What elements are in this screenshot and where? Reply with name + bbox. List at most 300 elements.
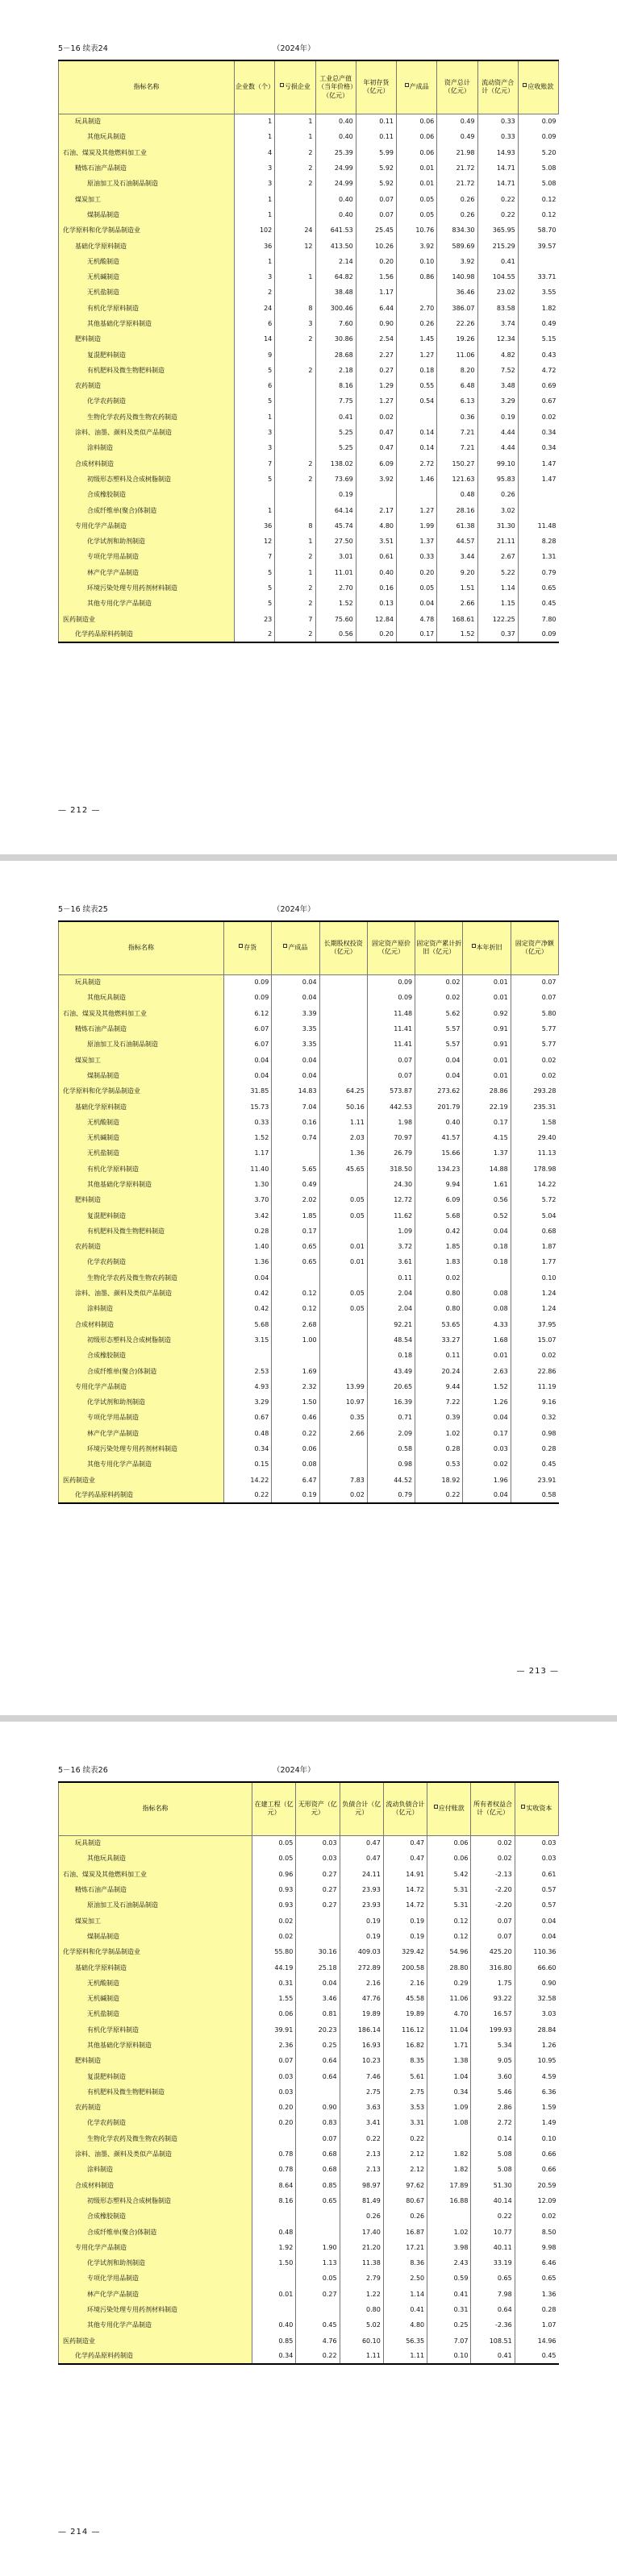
table-cell: 1 (235, 254, 275, 269)
table-cell: 10.77 (471, 2224, 515, 2239)
page-header (58, 1764, 559, 1775)
table-row (59, 1006, 559, 1021)
table-cell: 0.18 (463, 1254, 511, 1269)
table-cell: 0.07 (252, 2053, 296, 2068)
table-cell: 1.52 (224, 1130, 272, 1145)
table-row (59, 1851, 559, 1866)
table-cell: 0.01 (319, 1254, 367, 1269)
table-cell: 2.72 (471, 2115, 515, 2130)
table-cell: 5.42 (427, 1867, 471, 1882)
table-cell: 5 (235, 363, 275, 378)
table-cell: 0.02 (518, 409, 558, 425)
table-row (59, 409, 559, 425)
row-label: 化学试剂和助剂制造 (59, 2255, 252, 2271)
table-cell: 121.63 (437, 472, 477, 487)
table-row (59, 2100, 559, 2115)
table-cell: 0.20 (356, 627, 396, 642)
table-cell: 8.16 (315, 378, 356, 393)
table-cell: 0.03 (252, 2084, 296, 2100)
table-row (59, 1115, 559, 1130)
page-number: — 212 — (58, 806, 101, 815)
row-label: 其他专用化学产品制造 (59, 1456, 224, 1472)
table-cell: 1.61 (463, 1177, 511, 1192)
table-cell: 1.26 (463, 1394, 511, 1410)
table-cell: 4.15 (463, 1130, 511, 1145)
table-row (59, 2006, 559, 2021)
table-header-row (59, 60, 559, 114)
column-header: 存货 (224, 921, 272, 974)
table-cell: 3.35 (272, 1037, 319, 1052)
table-cell: 1.71 (427, 2038, 471, 2053)
subitem-marker-icon (239, 944, 243, 948)
table-cell: 14.91 (383, 1867, 427, 1882)
table-cell: 2.03 (319, 1130, 367, 1145)
table-cell: 6.44 (356, 301, 396, 316)
table-cell: 36 (235, 518, 275, 534)
row-label: 煤炭加工 (59, 1913, 252, 1928)
table-cell: 0.28 (224, 1224, 272, 1239)
table-cell: 5 (235, 472, 275, 487)
table-cell: 1 (235, 191, 275, 206)
table-cell: 1.11 (383, 2349, 427, 2364)
table-row (59, 191, 559, 206)
table-cell: 14.71 (477, 176, 518, 191)
table-cell: 1.17 (356, 285, 396, 300)
table-row (59, 1270, 559, 1286)
table-cell: 22.19 (463, 1099, 511, 1114)
table-cell: 3.55 (518, 285, 558, 300)
table-cell: 1.30 (224, 1177, 272, 1192)
table-cell: 0.83 (296, 2115, 340, 2130)
table-row (59, 2053, 559, 2068)
table-cell: 0.22 (477, 207, 518, 222)
table-cell (272, 1348, 319, 1363)
table-cell: 0.64 (296, 2053, 340, 2068)
row-label: 化学药品原料药制造 (59, 2349, 252, 2364)
table-cell: 64.25 (319, 1083, 367, 1099)
table-cell: 5 (235, 580, 275, 596)
table-cell: 5.08 (471, 2162, 515, 2177)
table-cell: 442.53 (367, 1099, 415, 1114)
table-cell: 7.21 (437, 425, 477, 440)
table-cell: 1.49 (515, 2115, 558, 2130)
table-row (59, 160, 559, 176)
table-cell: 2 (275, 580, 315, 596)
table-cell: 1.36 (515, 2287, 558, 2302)
table-cell: 92.21 (367, 1317, 415, 1332)
table-cell: 0.05 (397, 580, 437, 596)
table-cell: 21.20 (340, 2240, 383, 2255)
table-cell: 589.69 (437, 238, 477, 253)
table-cell: 53.65 (415, 1317, 463, 1332)
table-cell (518, 487, 558, 502)
table-cell: 2.36 (252, 2038, 296, 2053)
page-213 (0, 861, 617, 1715)
table-cell (252, 2131, 296, 2146)
table-cell: 0.37 (477, 627, 518, 642)
table-cell: 0.69 (518, 378, 558, 393)
row-label: 基础化学原料制造 (59, 1099, 224, 1114)
table-cell: 0.01 (463, 1068, 511, 1083)
table-cell: 0.49 (272, 1177, 319, 1192)
table-cell: 28.84 (515, 2022, 558, 2038)
table-cell: 11.41 (367, 1037, 415, 1052)
table-cell: 273.62 (415, 1083, 463, 1099)
table-cell: 8.36 (383, 2255, 427, 2271)
table-cell: 0.41 (477, 254, 518, 269)
table-cell: 0.68 (511, 1224, 558, 1239)
table-cell: 0.54 (397, 393, 437, 409)
table-title: 5－16 续表24 (58, 44, 108, 53)
table-cell: 1.11 (319, 1115, 367, 1130)
table-cell: 3.39 (272, 1006, 319, 1021)
table-cell (319, 1177, 367, 1192)
table-cell: 98.97 (340, 2178, 383, 2193)
table-cell: 0.66 (515, 2162, 558, 2177)
table-cell (319, 974, 367, 990)
table-cell: 25.39 (315, 145, 356, 160)
table-cell: 0.33 (224, 1115, 272, 1130)
table-cell: 2.04 (367, 1286, 415, 1301)
table-cell: 0.02 (471, 1835, 515, 1851)
table-row (59, 2146, 559, 2162)
column-header: 产成品 (397, 60, 437, 114)
table-cell: 0.46 (272, 1410, 319, 1425)
table-cell: 0.33 (477, 114, 518, 129)
table-cell (319, 1456, 367, 1472)
table-cell: 36 (235, 238, 275, 253)
table-row (59, 534, 559, 549)
row-label: 无机酸制造 (59, 1115, 224, 1130)
table-row (59, 1410, 559, 1425)
table-cell: 0.91 (463, 1021, 511, 1037)
table-row (59, 425, 559, 440)
table-cell: 2 (275, 596, 315, 611)
column-header: 流动负债合计（亿元） (383, 1782, 427, 1835)
table-cell: 1.13 (296, 2255, 340, 2271)
table-cell: 0.47 (356, 440, 396, 455)
table-cell: 41.57 (415, 1130, 463, 1145)
table-cell: 1 (235, 114, 275, 129)
table-cell: 0.06 (427, 1851, 471, 1866)
table-cell: 1.77 (511, 1254, 558, 1269)
table-cell: 1 (275, 129, 315, 144)
table-cell: 1.40 (224, 1239, 272, 1254)
table-cell: 425.20 (471, 1944, 515, 1959)
table-cell: 0.47 (340, 1835, 383, 1851)
table-cell: 0.02 (511, 1348, 558, 1363)
table-cell: 60.10 (340, 2333, 383, 2349)
table-cell: 61.38 (437, 518, 477, 534)
table-cell: 0.05 (319, 1192, 367, 1207)
table-cell: 16.93 (340, 2038, 383, 2053)
table-cell: 0.74 (272, 1130, 319, 1145)
table-cell: 0.40 (315, 129, 356, 144)
table-cell: 1 (235, 207, 275, 222)
table-cell: 5.62 (415, 1006, 463, 1021)
table-cell: 7.80 (518, 612, 558, 627)
table-cell: 0.14 (397, 425, 437, 440)
table-cell (275, 207, 315, 222)
table-cell: 58.70 (518, 222, 558, 238)
table-cell: 0.04 (515, 1929, 558, 1944)
table-cell: 11.38 (340, 2255, 383, 2271)
table-cell: 0.03 (296, 1835, 340, 1851)
table-cell (272, 1270, 319, 1286)
table-cell: 2.68 (272, 1317, 319, 1332)
row-label: 环境污染处理专用药剂材料制造 (59, 2302, 252, 2317)
table-cell: 0.61 (515, 1867, 558, 1882)
table-cell: 0.04 (224, 1068, 272, 1083)
table-row (59, 1037, 559, 1052)
table-cell: 0.35 (319, 1410, 367, 1425)
table-cell: 138.02 (315, 456, 356, 472)
table-row (59, 1286, 559, 1301)
table-cell (272, 1145, 319, 1161)
table-cell (252, 2208, 296, 2224)
table-cell: 0.41 (383, 2302, 427, 2317)
table-cell: 11.13 (511, 1145, 558, 1161)
table-cell: 0.06 (397, 145, 437, 160)
table-cell: 0.18 (397, 363, 437, 378)
table-cell: 3.92 (437, 254, 477, 269)
table-cell: 0.17 (463, 1426, 511, 1441)
row-label: 合成材料制造 (59, 456, 235, 472)
table-row (59, 2287, 559, 2302)
table-row (59, 2162, 559, 2177)
table-cell: 1.46 (397, 472, 437, 487)
table-cell: 3.60 (471, 2068, 515, 2084)
table-cell: 0.47 (383, 1835, 427, 1851)
table-cell: 0.12 (518, 207, 558, 222)
table-cell: 5.31 (427, 1882, 471, 1897)
table-cell: 44.52 (367, 1473, 415, 1488)
column-header: 无形资产（亿元） (296, 1782, 340, 1835)
table-cell: 0.27 (296, 1882, 340, 1897)
table-cell: 8.28 (518, 534, 558, 549)
table-cell: 2.14 (315, 254, 356, 269)
table-cell (463, 1270, 511, 1286)
table-cell: 5.15 (518, 331, 558, 347)
table-cell: 1.15 (477, 596, 518, 611)
table-row (59, 176, 559, 191)
table-cell: 12.84 (356, 612, 396, 627)
row-label: 原油加工及石油制品制造 (59, 1897, 252, 1913)
table-cell: 29.40 (511, 1130, 558, 1145)
table-cell: 0.65 (471, 2271, 515, 2286)
table-cell: 1.24 (511, 1301, 558, 1316)
table-cell: 0.43 (518, 347, 558, 362)
table-cell: 2.54 (356, 331, 396, 347)
table-cell: 3.42 (224, 1207, 272, 1223)
table-cell: 26.79 (367, 1145, 415, 1161)
stat-table (58, 1781, 559, 2365)
table-row (59, 2317, 559, 2333)
table-cell: 0.41 (471, 2349, 515, 2364)
row-label: 精炼石油产品制造 (59, 160, 235, 176)
table-cell: 0.79 (518, 565, 558, 580)
row-label: 涂料、油墨、颜料及类似产品制造 (59, 1286, 224, 1301)
table-cell: 19.89 (383, 2006, 427, 2021)
row-label: 医药制造业 (59, 2333, 252, 2349)
table-cell: 1.14 (383, 2287, 427, 2302)
table-cell: 7.21 (437, 440, 477, 455)
table-cell: 0.05 (319, 1301, 367, 1316)
table-cell: 1.47 (518, 456, 558, 472)
table-cell: 1.37 (397, 534, 437, 549)
row-label: 石油、煤炭及其他燃料加工业 (59, 1867, 252, 1882)
table-cell: 1.52 (463, 1379, 511, 1394)
table-cell: 14.22 (511, 1177, 558, 1192)
table-cell: 0.12 (518, 191, 558, 206)
table-cell: 1.90 (296, 2240, 340, 2255)
subitem-marker-icon (521, 1805, 525, 1809)
table-cell: 1.52 (315, 596, 356, 611)
table-cell: 0.04 (272, 974, 319, 990)
table-cell: 2.43 (427, 2255, 471, 2271)
table-cell: 104.55 (477, 269, 518, 285)
table-cell: 0.02 (515, 2208, 558, 2224)
table-cell (319, 1270, 367, 1286)
table-row (59, 1944, 559, 1959)
table-cell: 30.16 (296, 1944, 340, 1959)
table-cell: 0.05 (296, 2271, 340, 2286)
table-cell: 0.28 (415, 1441, 463, 1456)
table-cell: 329.42 (383, 1944, 427, 1959)
table-cell: 0.08 (272, 1456, 319, 1472)
table-cell: 0.86 (397, 269, 437, 285)
table-cell: 2.27 (356, 347, 396, 362)
table-cell: 0.09 (367, 990, 415, 1005)
table-cell: 54.96 (427, 1944, 471, 1959)
table-cell: 0.40 (315, 191, 356, 206)
table-cell: 0.56 (463, 1192, 511, 1207)
table-cell: 1.55 (252, 1991, 296, 2006)
table-cell: 45.58 (383, 1991, 427, 2006)
table-cell: 3.03 (515, 2006, 558, 2021)
row-label: 其他基础化学原料制造 (59, 1177, 224, 1192)
table-cell: 0.42 (224, 1286, 272, 1301)
row-label: 玩具制造 (59, 1835, 252, 1851)
table-cell: 5.34 (471, 2038, 515, 2053)
table-cell: 0.06 (427, 1835, 471, 1851)
table-cell: 0.05 (397, 191, 437, 206)
table-cell: 5.20 (518, 145, 558, 160)
table-cell: 3.92 (397, 238, 437, 253)
table-row (59, 1130, 559, 1145)
table-cell: 0.02 (415, 1270, 463, 1286)
table-cell (224, 1348, 272, 1363)
table-cell: 0.07 (511, 990, 558, 1005)
table-cell: 0.32 (511, 1410, 558, 1425)
column-header-indicator: 指标名称 (59, 60, 235, 114)
table-year: （2024年） (273, 1766, 315, 1775)
table-cell: 55.80 (252, 1944, 296, 1959)
table-cell (275, 409, 315, 425)
table-cell: 1.27 (397, 502, 437, 517)
table-row (59, 2068, 559, 2084)
table-cell: 0.01 (252, 2287, 296, 2302)
table-cell: 17.21 (383, 2240, 427, 2255)
table-cell: 0.01 (463, 1348, 511, 1363)
table-cell: 1.75 (471, 1976, 515, 1991)
table-cell: 0.56 (315, 627, 356, 642)
table-row (59, 1239, 559, 1254)
table-cell: 0.66 (515, 2146, 558, 2162)
table-row (59, 627, 559, 642)
table-cell: 7.22 (415, 1394, 463, 1410)
table-cell: 11.06 (437, 347, 477, 362)
table-cell: 0.79 (367, 1488, 415, 1503)
table-cell: 0.49 (437, 129, 477, 144)
table-cell (518, 502, 558, 517)
table-cell: 0.45 (511, 1456, 558, 1472)
table-header-row (59, 1782, 559, 1835)
table-cell: 0.53 (415, 1456, 463, 1472)
table-cell: 45.74 (315, 518, 356, 534)
table-cell: 4.80 (383, 2317, 427, 2333)
row-label: 其他玩具制造 (59, 990, 224, 1005)
table-cell: 2.67 (477, 549, 518, 564)
table-cell: 99.10 (477, 456, 518, 472)
row-label: 生物化学农药及微生物农药制造 (59, 2131, 252, 2146)
table-cell: 25.45 (356, 222, 396, 238)
table-cell: 0.02 (356, 409, 396, 425)
table-cell: 0.64 (296, 2068, 340, 2084)
table-cell: 0.26 (437, 207, 477, 222)
table-cell: 0.67 (224, 1410, 272, 1425)
table-row (59, 502, 559, 517)
table-row (59, 1207, 559, 1223)
table-cell: 21.11 (477, 534, 518, 549)
row-label: 化学农药制造 (59, 1254, 224, 1269)
table-cell: 1.99 (397, 518, 437, 534)
table-cell: 48.54 (367, 1332, 415, 1348)
table-row (59, 1488, 559, 1503)
table-row (59, 1083, 559, 1099)
table-row (59, 2224, 559, 2239)
table-cell: 316.80 (471, 1959, 515, 1975)
row-label: 玩具制造 (59, 114, 235, 129)
table-row (59, 1161, 559, 1177)
table-cell: 0.68 (296, 2162, 340, 2177)
table-row (59, 1099, 559, 1114)
table-row (59, 487, 559, 502)
table-cell: 4.93 (224, 1379, 272, 1394)
table-cell: 20.23 (296, 2022, 340, 2038)
table-cell: 3.29 (477, 393, 518, 409)
table-cell: 8 (275, 518, 315, 534)
page-214 (0, 1722, 617, 2576)
table-cell: 0.09 (367, 974, 415, 990)
table-cell: 0.04 (224, 1052, 272, 1067)
table-cell: 23.91 (511, 1473, 558, 1488)
table-cell: 1 (275, 114, 315, 129)
table-cell: 14.83 (272, 1083, 319, 1099)
column-header-indicator: 指标名称 (59, 1782, 252, 1835)
table-cell: 1.58 (511, 1115, 558, 1130)
subitem-marker-icon (283, 944, 287, 948)
table-cell: 16.82 (383, 2038, 427, 2053)
table-cell: 0.05 (397, 207, 437, 222)
row-label: 无机碱制造 (59, 269, 235, 285)
table-row (59, 222, 559, 238)
row-label: 煤制品制造 (59, 1929, 252, 1944)
row-label: 石油、煤炭及其他燃料加工业 (59, 1006, 224, 1021)
table-cell: 199.93 (471, 2022, 515, 2038)
table-cell: 27.50 (315, 534, 356, 549)
table-cell: 0.93 (252, 1882, 296, 1897)
